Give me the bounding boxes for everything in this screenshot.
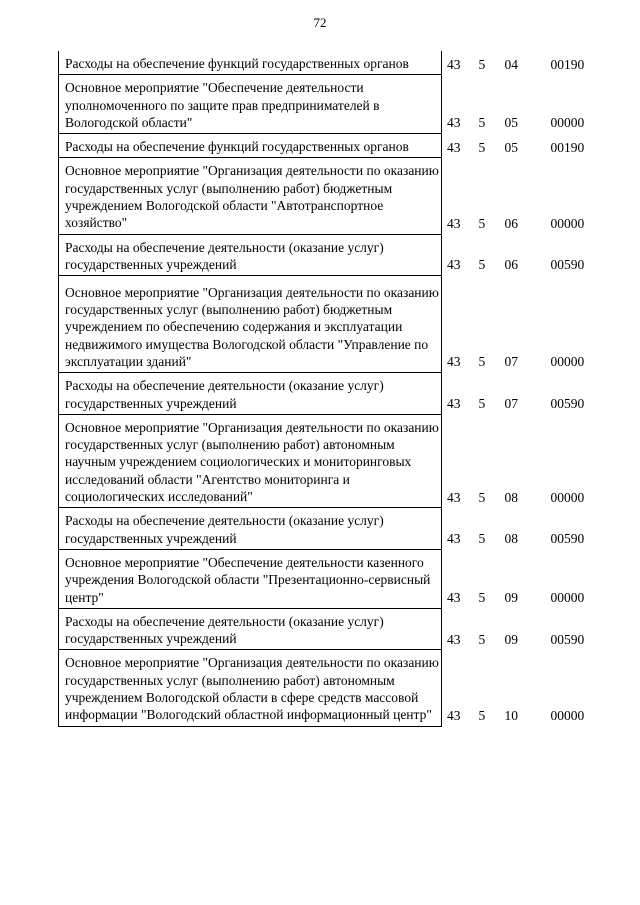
- code-expense: 00590: [550, 631, 585, 647]
- code-event: 07: [504, 396, 518, 412]
- code-program: 5: [478, 354, 486, 370]
- row-description: Расходы на обеспечение функций государственных органов: [59, 134, 442, 158]
- code-expense: 00000: [550, 707, 585, 723]
- code-expense: 00000: [550, 590, 585, 606]
- row-description: Расходы на обеспечение деятельности (оказание услуг) государственных учреждений: [59, 373, 442, 415]
- table-row: [59, 549, 603, 608]
- row-description: Расходы на обеспечение функций государственных органов: [59, 51, 442, 75]
- row-description: Расходы на обеспечение деятельности (оказание услуг) государственных учреждений: [59, 234, 442, 276]
- code-expense: 00000: [550, 115, 585, 131]
- code-program: 5: [478, 396, 486, 412]
- code-ministry: 43: [447, 531, 461, 547]
- code-expense: 00000: [550, 215, 585, 231]
- row-description: Расходы на обеспечение деятельности (оказание услуг) государственных учреждений: [59, 508, 442, 550]
- code-expense: 00590: [550, 531, 585, 547]
- table-row: [59, 608, 603, 650]
- code-program: 5: [478, 139, 486, 155]
- code-event: 08: [504, 489, 518, 505]
- code-ministry: 43: [447, 631, 461, 647]
- table-row: [59, 234, 603, 276]
- row-description: Основное мероприятие "Обеспечение деятельности уполномоченного по защите прав предпринимателей в Вологодской области": [59, 75, 442, 134]
- code-program: 5: [478, 631, 486, 647]
- code-ministry: 43: [447, 115, 461, 131]
- code-event: 06: [504, 215, 518, 231]
- code-event: 07: [504, 354, 518, 370]
- row-description: Основное мероприятие "Организация деятельности по оказанию государственных услуг (выполнению работ) автономным учреждением Вологодской области в сфере средств массовой информации "Вологодский областной информационный центр": [59, 650, 442, 726]
- code-ministry: 43: [447, 396, 461, 412]
- code-event: 05: [504, 139, 518, 155]
- table-row: [59, 508, 603, 550]
- row-description: Основное мероприятие "Организация деятельности по оказанию государственных услуг (выполнению работ) бюджетным учреждением по обеспечению содержания и эксплуатации недвижимого имущества Вологодской области "Управление по эксплуатации зданий": [59, 276, 442, 373]
- code-expense: 00000: [550, 489, 585, 505]
- code-program: 5: [478, 590, 486, 606]
- code-event: 10: [504, 707, 518, 723]
- code-program: 5: [478, 257, 486, 273]
- budget-table: [58, 51, 603, 727]
- code-expense: 00190: [550, 139, 585, 155]
- code-expense: 00590: [550, 396, 585, 412]
- row-description: Расходы на обеспечение деятельности (оказание услуг) государственных учреждений: [59, 608, 442, 650]
- code-event: 06: [504, 257, 518, 273]
- code-program: 5: [478, 215, 486, 231]
- table-row: [59, 134, 603, 158]
- code-program: 5: [478, 115, 486, 131]
- code-expense: 00000: [550, 354, 585, 370]
- table-row: [59, 373, 603, 415]
- page-number: 72: [313, 15, 327, 30]
- code-event: 04: [504, 56, 518, 72]
- table-row: [59, 650, 603, 726]
- code-ministry: 43: [447, 215, 461, 231]
- code-ministry: 43: [447, 257, 461, 273]
- code-program: 5: [478, 707, 486, 723]
- table-row: [59, 414, 603, 507]
- table-row: [59, 276, 603, 373]
- code-event: 09: [504, 590, 518, 606]
- code-ministry: 43: [447, 590, 461, 606]
- code-expense: 00590: [550, 257, 585, 273]
- code-ministry: 43: [447, 56, 461, 72]
- row-description: Основное мероприятие "Обеспечение деятельности казенного учреждения Вологодской области "Презентационно-сервисный центр": [59, 549, 442, 608]
- row-description: Основное мероприятие "Организация деятельности по оказанию государственных услуг (выполнению работ) автономным научным учреждением социологических и мониторинговых исследований области "Агентство мониторинга и социологических исследований": [59, 414, 442, 507]
- code-ministry: 43: [447, 707, 461, 723]
- row-description: Основное мероприятие "Организация деятельности по оказанию государственных услуг (выполнению работ) бюджетным учреждением Вологодской области "Автотранспортное хозяйство": [59, 158, 442, 234]
- code-event: 05: [504, 115, 518, 131]
- table-row: [59, 51, 603, 75]
- code-program: 5: [478, 531, 486, 547]
- code-expense: 00190: [550, 56, 585, 72]
- code-program: 5: [478, 56, 486, 72]
- code-event: 08: [504, 531, 518, 547]
- table-row: [59, 75, 603, 134]
- code-event: 09: [504, 631, 518, 647]
- code-program: 5: [478, 489, 486, 505]
- code-ministry: 43: [447, 489, 461, 505]
- code-ministry: 43: [447, 139, 461, 155]
- table-row: [59, 158, 603, 234]
- code-ministry: 43: [447, 354, 461, 370]
